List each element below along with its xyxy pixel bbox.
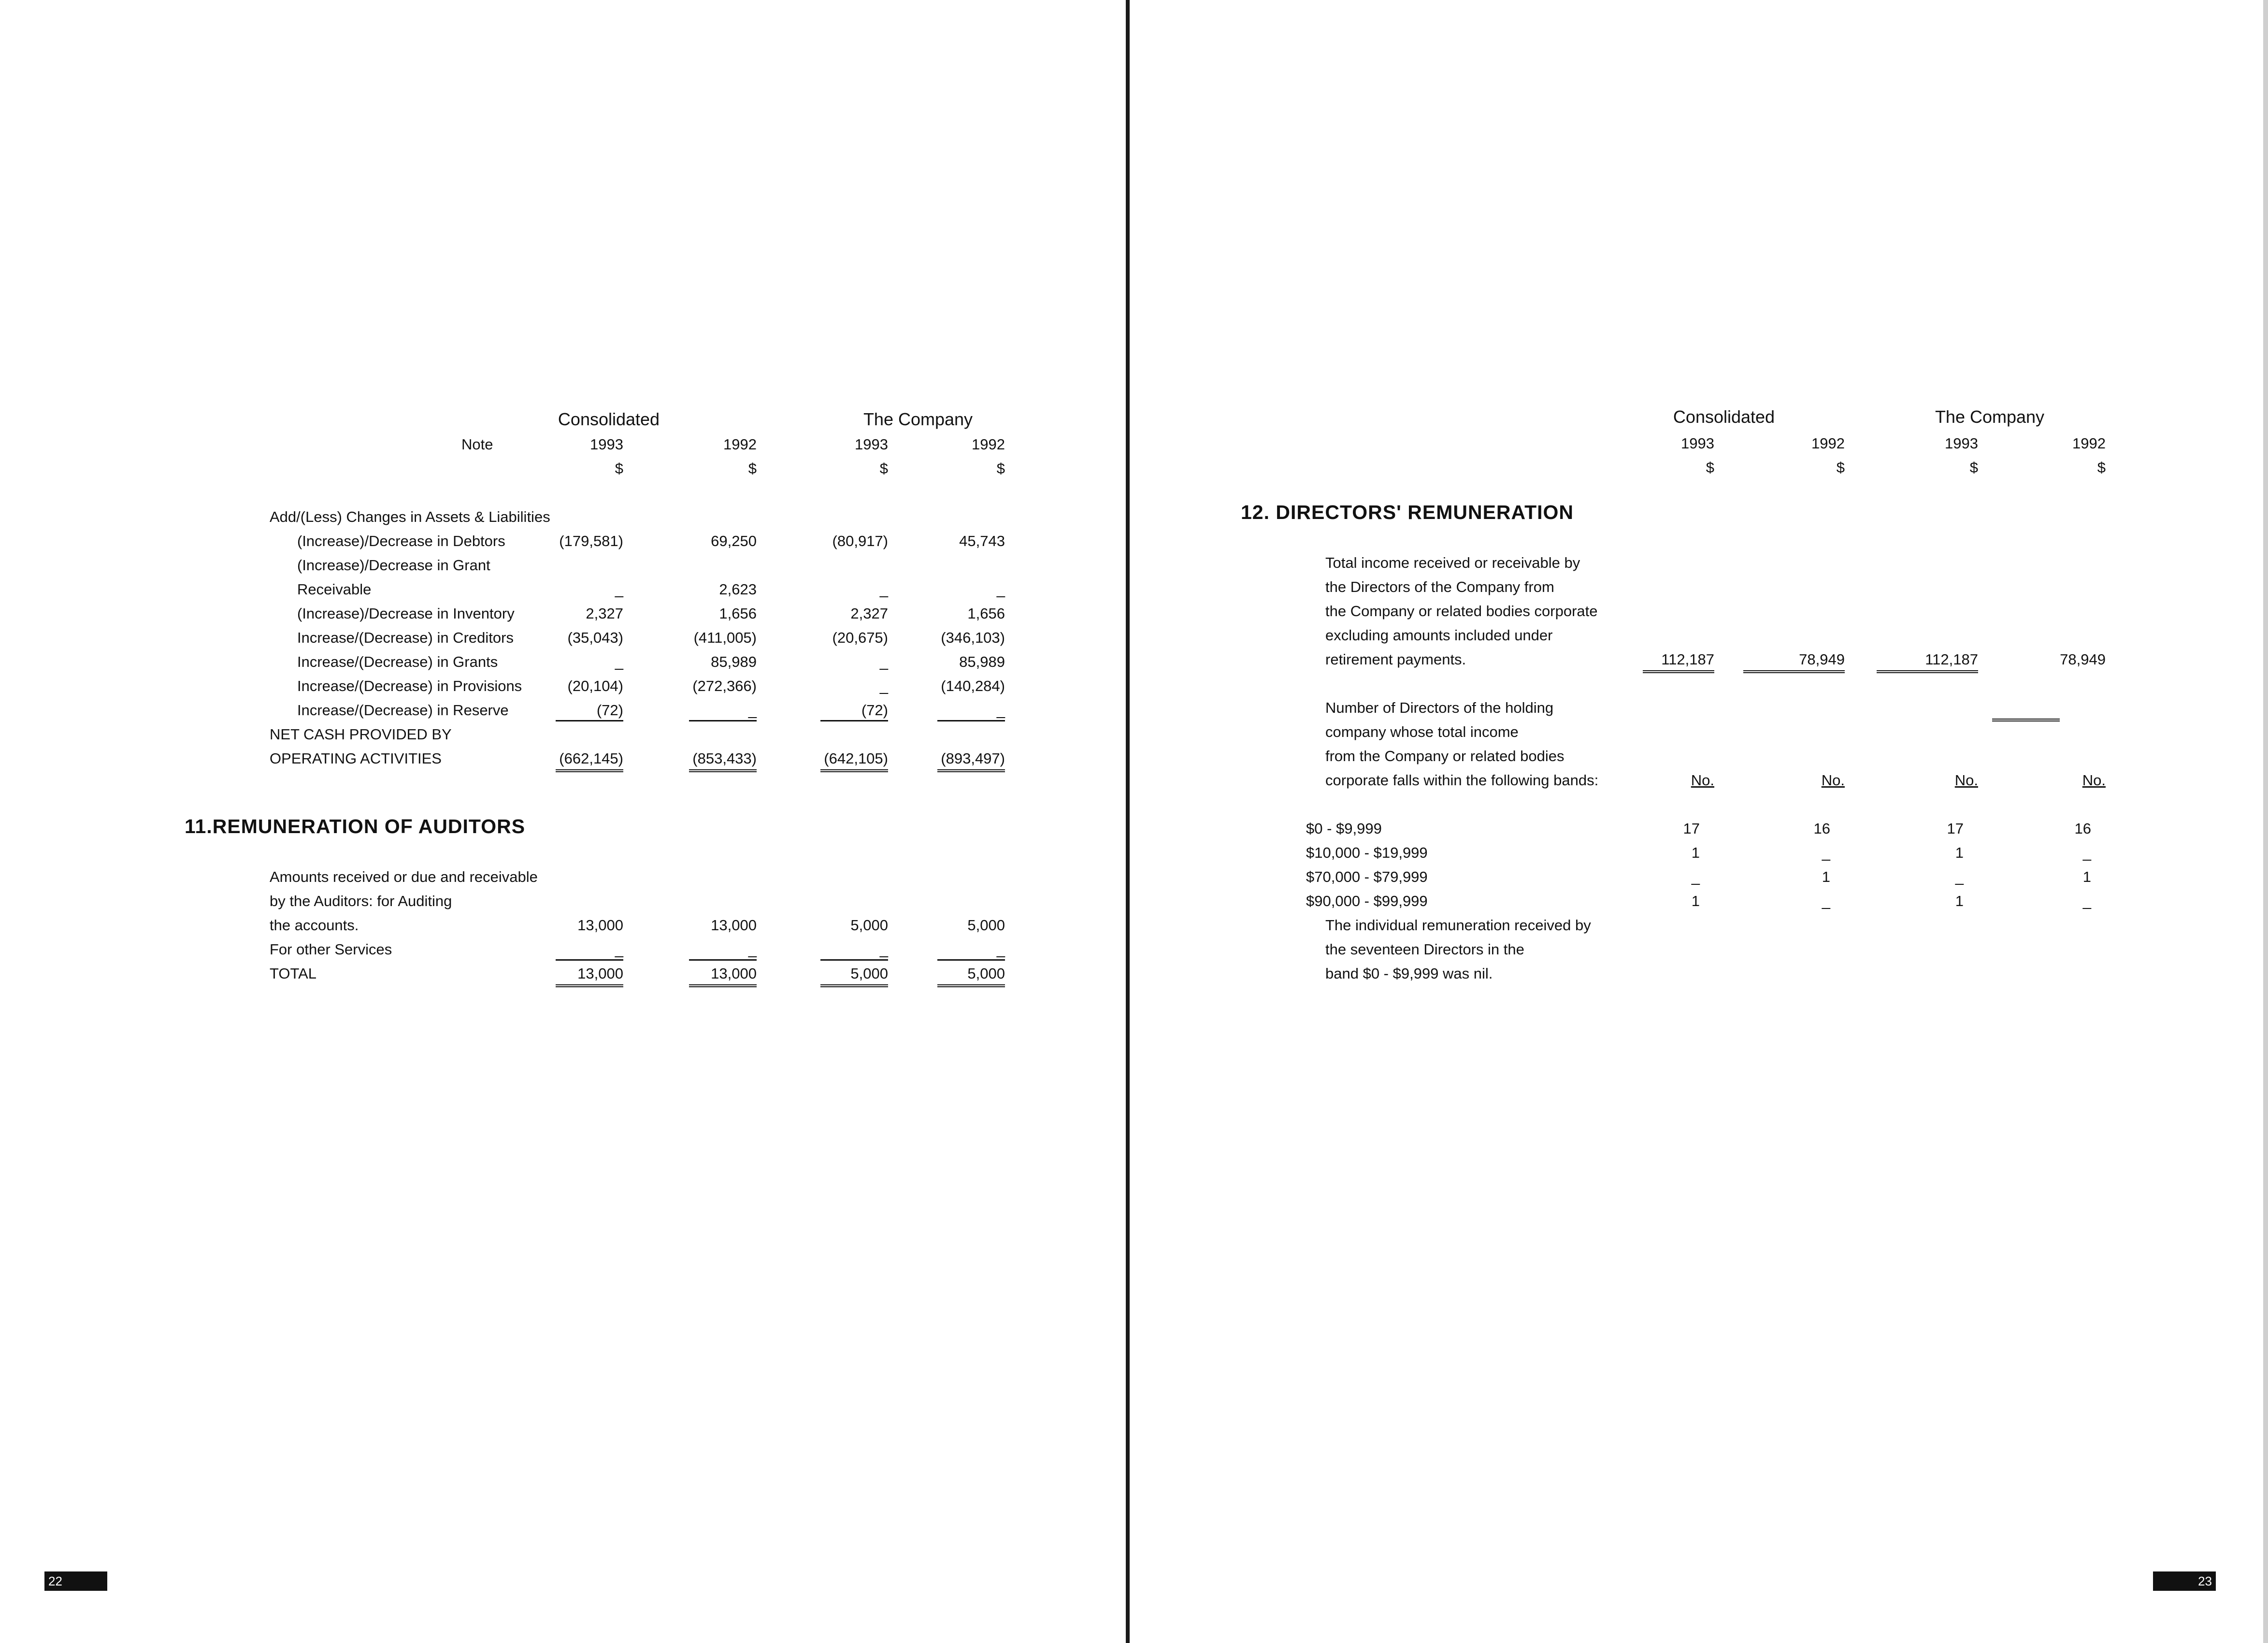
currency-header: $: [879, 460, 888, 477]
row-label: (Increase)/Decrease in Grant: [297, 557, 490, 574]
net-cash-value: (662,145): [559, 750, 623, 767]
cell-value: (346,103): [941, 629, 1005, 646]
band-label: $10,000 - $19,999: [1306, 844, 1428, 861]
cell-value: _: [996, 702, 1005, 719]
subtotal-rule: [820, 720, 888, 721]
row-label: Increase/(Decrease) in Grants: [297, 653, 498, 670]
cell-value: 13,000: [711, 917, 757, 934]
cell-value: (411,005): [693, 629, 757, 646]
consolidated-header: Consolidated: [558, 409, 660, 429]
cell-value: 112,187: [1925, 651, 1978, 668]
band-count: 1: [1691, 893, 1700, 909]
currency-header: $: [1836, 459, 1845, 476]
page-gutter: [1126, 0, 1130, 1643]
year-header: 1992: [972, 436, 1005, 453]
directors-text: retirement payments.: [1325, 651, 1466, 668]
directors-text: company whose total income: [1325, 723, 1519, 740]
band-count: 1: [1691, 844, 1700, 861]
row-label: Increase/(Decrease) in Reserve: [297, 702, 509, 719]
band-count: 1: [1955, 844, 1964, 861]
directors-text: excluding amounts included under: [1325, 627, 1553, 644]
total-rule: [820, 769, 888, 772]
total-rule: [1743, 670, 1845, 673]
total-value: 5,000: [967, 965, 1005, 982]
cell-value: 85,989: [959, 653, 1005, 670]
cell-value: 13,000: [577, 917, 623, 934]
row-label: Increase/(Decrease) in Provisions: [297, 677, 522, 694]
auditors-text: For other Services: [270, 941, 392, 958]
cell-value: _: [615, 941, 623, 958]
cell-value: _: [615, 581, 623, 598]
cell-value: 85,989: [711, 653, 757, 670]
directors-text: Number of Directors of the holding: [1325, 699, 1554, 716]
cell-value: 78,949: [1799, 651, 1845, 668]
cell-value: _: [615, 653, 623, 670]
directors-text: Total income received or receivable by: [1325, 554, 1580, 571]
count-header: No.: [1954, 772, 1978, 789]
directors-text: the Company or related bodies corporate: [1325, 603, 1598, 620]
directors-note: The individual remuneration received by: [1325, 917, 1591, 934]
band-count: 16: [1813, 820, 1830, 837]
cell-value: (72): [861, 702, 888, 719]
cell-value: _: [879, 941, 888, 958]
year-header: 1993: [1945, 435, 1978, 452]
currency-header: $: [615, 460, 623, 477]
band-count: _: [2082, 893, 2091, 909]
band-count: 17: [1947, 820, 1964, 837]
subtotal-rule: [556, 720, 623, 721]
cell-value: (80,917): [832, 533, 888, 549]
directors-text: the Directors of the Company from: [1325, 578, 1554, 595]
total-rule: [1877, 670, 1978, 673]
cell-value: _: [996, 581, 1005, 598]
year-header: 1993: [1681, 435, 1714, 452]
total-value: 5,000: [850, 965, 888, 982]
cell-value: 2,327: [586, 605, 623, 622]
cell-value: (20,104): [567, 677, 623, 694]
auditors-text: by the Auditors: for Auditing: [270, 893, 452, 909]
subtotal-rule: [937, 720, 1005, 721]
currency-header: $: [996, 460, 1005, 477]
cell-value: _: [879, 677, 888, 694]
right-page: [1130, 0, 2268, 1643]
year-header: 1992: [2072, 435, 2106, 452]
net-cash-value: (893,497): [941, 750, 1005, 767]
count-header: No.: [1821, 772, 1845, 789]
count-header: No.: [2082, 772, 2106, 789]
total-rule: [689, 984, 757, 987]
year-header: 1993: [590, 436, 623, 453]
cell-value: _: [879, 653, 888, 670]
cell-value: (179,581): [559, 533, 623, 549]
cell-value: 5,000: [850, 917, 888, 934]
subtotal-rule: [689, 959, 757, 961]
cell-value: 45,743: [959, 533, 1005, 549]
company-header: The Company: [863, 409, 973, 429]
directors-note: band $0 - $9,999 was nil.: [1325, 965, 1493, 982]
subtotal-rule: [820, 959, 888, 961]
changes-heading: Add/(Less) Changes in Assets & Liabilities: [270, 508, 550, 525]
net-cash-value: (642,105): [824, 750, 888, 767]
band-count: 1: [1822, 868, 1830, 885]
row-label: Receivable: [297, 581, 372, 598]
subtotal-rule: [556, 959, 623, 961]
band-count: 16: [2074, 820, 2091, 837]
row-label: Increase/(Decrease) in Creditors: [297, 629, 514, 646]
total-rule: [937, 984, 1005, 987]
cell-value: 1,656: [719, 605, 757, 622]
directors-text: from the Company or related bodies: [1325, 748, 1565, 764]
net-cash-label: NET CASH PROVIDED BY: [270, 726, 452, 743]
left-page: [0, 0, 1126, 1643]
total-value: 13,000: [577, 965, 623, 982]
total-rule: [689, 769, 757, 772]
row-label: (Increase)/Decrease in Debtors: [297, 533, 505, 549]
year-header: 1993: [855, 436, 888, 453]
total-rule: [1992, 719, 2060, 721]
cell-value: _: [996, 941, 1005, 958]
directors-section-title: 12. DIRECTORS' REMUNERATION: [1241, 501, 1574, 523]
band-count: _: [1955, 868, 1964, 885]
cell-value: 2,623: [719, 581, 757, 598]
cell-value: (35,043): [567, 629, 623, 646]
band-count: _: [1691, 868, 1700, 885]
total-rule: [937, 769, 1005, 772]
total-rule: [820, 984, 888, 987]
row-label: (Increase)/Decrease in Inventory: [297, 605, 515, 622]
total-value: 13,000: [711, 965, 757, 982]
cell-value: 5,000: [967, 917, 1005, 934]
cell-value: (72): [596, 702, 623, 719]
cell-value: 1,656: [967, 605, 1005, 622]
cell-value: 2,327: [850, 605, 888, 622]
band-label: $70,000 - $79,999: [1306, 868, 1428, 885]
consolidated-header: Consolidated: [1673, 407, 1775, 427]
directors-text: corporate falls within the following bands:: [1325, 772, 1599, 789]
page-number: 23: [2198, 1574, 2212, 1588]
subtotal-rule: [937, 959, 1005, 961]
currency-header: $: [2097, 459, 2106, 476]
band-count: 17: [1683, 820, 1700, 837]
cell-value: _: [748, 702, 757, 719]
total-rule: [556, 984, 623, 987]
net-cash-label: OPERATING ACTIVITIES: [270, 750, 442, 767]
currency-header: $: [748, 460, 757, 477]
cell-value: 78,949: [2060, 651, 2106, 668]
auditors-section-title: 11.REMUNERATION OF AUDITORS: [185, 815, 526, 837]
total-rule: [1643, 670, 1714, 673]
cell-value: _: [748, 941, 757, 958]
total-rule: [556, 769, 623, 772]
currency-header: $: [1706, 459, 1714, 476]
band-count: _: [1822, 893, 1830, 909]
net-cash-value: (853,433): [692, 750, 757, 767]
cell-value: 69,250: [711, 533, 757, 549]
currency-header: $: [1969, 459, 1978, 476]
auditors-text: the accounts.: [270, 917, 359, 934]
subtotal-rule: [689, 720, 757, 721]
band-count: 1: [2082, 868, 2091, 885]
cell-value: (20,675): [832, 629, 888, 646]
cell-value: (140,284): [941, 677, 1005, 694]
company-header: The Company: [1935, 407, 2045, 427]
total-label: TOTAL: [270, 965, 317, 982]
cell-value: 112,187: [1661, 651, 1714, 668]
band-count: 1: [1955, 893, 1964, 909]
page-number-tab: [2153, 1571, 2216, 1591]
page-number: 22: [48, 1574, 62, 1588]
year-header: 1992: [1811, 435, 1845, 452]
auditors-text: Amounts received or due and receivable: [270, 868, 538, 885]
directors-note: the seventeen Directors in the: [1325, 941, 1524, 958]
year-header: 1992: [723, 436, 757, 453]
count-header: No.: [1691, 772, 1714, 789]
cell-value: _: [879, 581, 888, 598]
band-count: _: [1822, 844, 1830, 861]
band-label: $0 - $9,999: [1306, 820, 1382, 837]
band-count: _: [2082, 844, 2091, 861]
cell-value: (272,366): [692, 677, 757, 694]
note-header: Note: [461, 436, 493, 453]
band-label: $90,000 - $99,999: [1306, 893, 1428, 909]
page-number-tab: [44, 1571, 107, 1591]
